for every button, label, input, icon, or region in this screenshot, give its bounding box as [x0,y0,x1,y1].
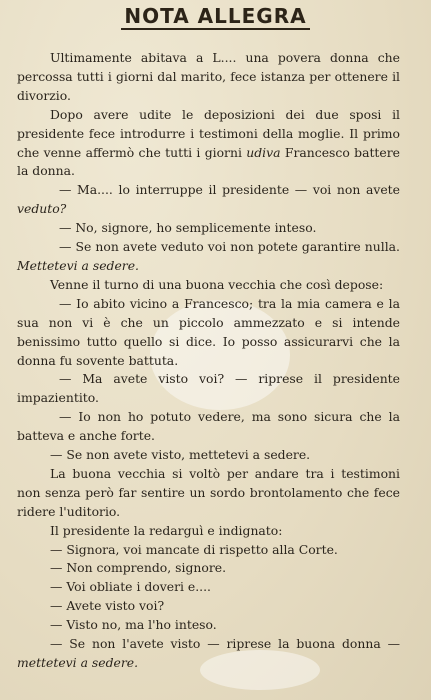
paragraph: — Io non ho potuto vedere, ma sono sicura che la batteva e anche forte. [17,409,400,444]
paragraph: — Signora, voi mancate di rispetto alla Corte. [50,541,338,557]
paragraph: — Ma.... lo interruppe il presidente — voi non avete veduto? [17,182,400,217]
page-title: NOTA ALLEGRA [0,4,431,28]
paragraph: — Ma avete visto voi? — riprese il presidente impazientito. [17,371,400,406]
paragraph: — Avete visto voi? [50,598,165,614]
paragraph: — Io abito vicino a Francesco; tra la mia camera e la sua non vi è che un piccolo ammezzato e si intende benissimo tutto quello si dice. Io posso assicurarvi che la donna fu sovente battuta. [17,295,400,368]
paragraph: Il presidente la redarguì e indignato: [50,522,283,538]
paragraph: La buona vecchia si voltò per andare tra i testimoni non senza però far sentire un sordo brontolamento che fece ridere l'uditorio. [17,465,400,519]
paragraph: Venne il turno di una buona vecchia che così depose: [50,276,384,292]
paragraph: — Visto no, ma l'ho inteso. [50,617,217,633]
paragraph: — Se non avete visto, mettetevi a sedere. [50,447,311,463]
paragraph: Ultimamente abitava a L.... una povera donna che percossa tutti i giorni dal marito, fece istanza per ottenere il divorzio. [17,50,400,103]
paragraph: — Se non l'avete visto — riprese la buona donna — mettetevi a sedere. [17,636,400,670]
paragraph: — Voi obliate i doveri e.... [50,579,211,595]
paragraph: — Se non avete veduto voi non potete garantire nulla. Mettetevi a sedere. [17,239,400,273]
paragraph: Dopo avere udite le deposizioni dei due sposi il presidente fece introdurre i testimoni della moglie. Il primo che venne affermò che tutti i giorni udiva Francesco battere la donna. [17,106,401,179]
paragraph: — No, signore, ho semplicemente inteso. [59,220,317,236]
article-body [17,49,400,673]
paragraph: — Non comprendo, signore. [50,560,227,576]
